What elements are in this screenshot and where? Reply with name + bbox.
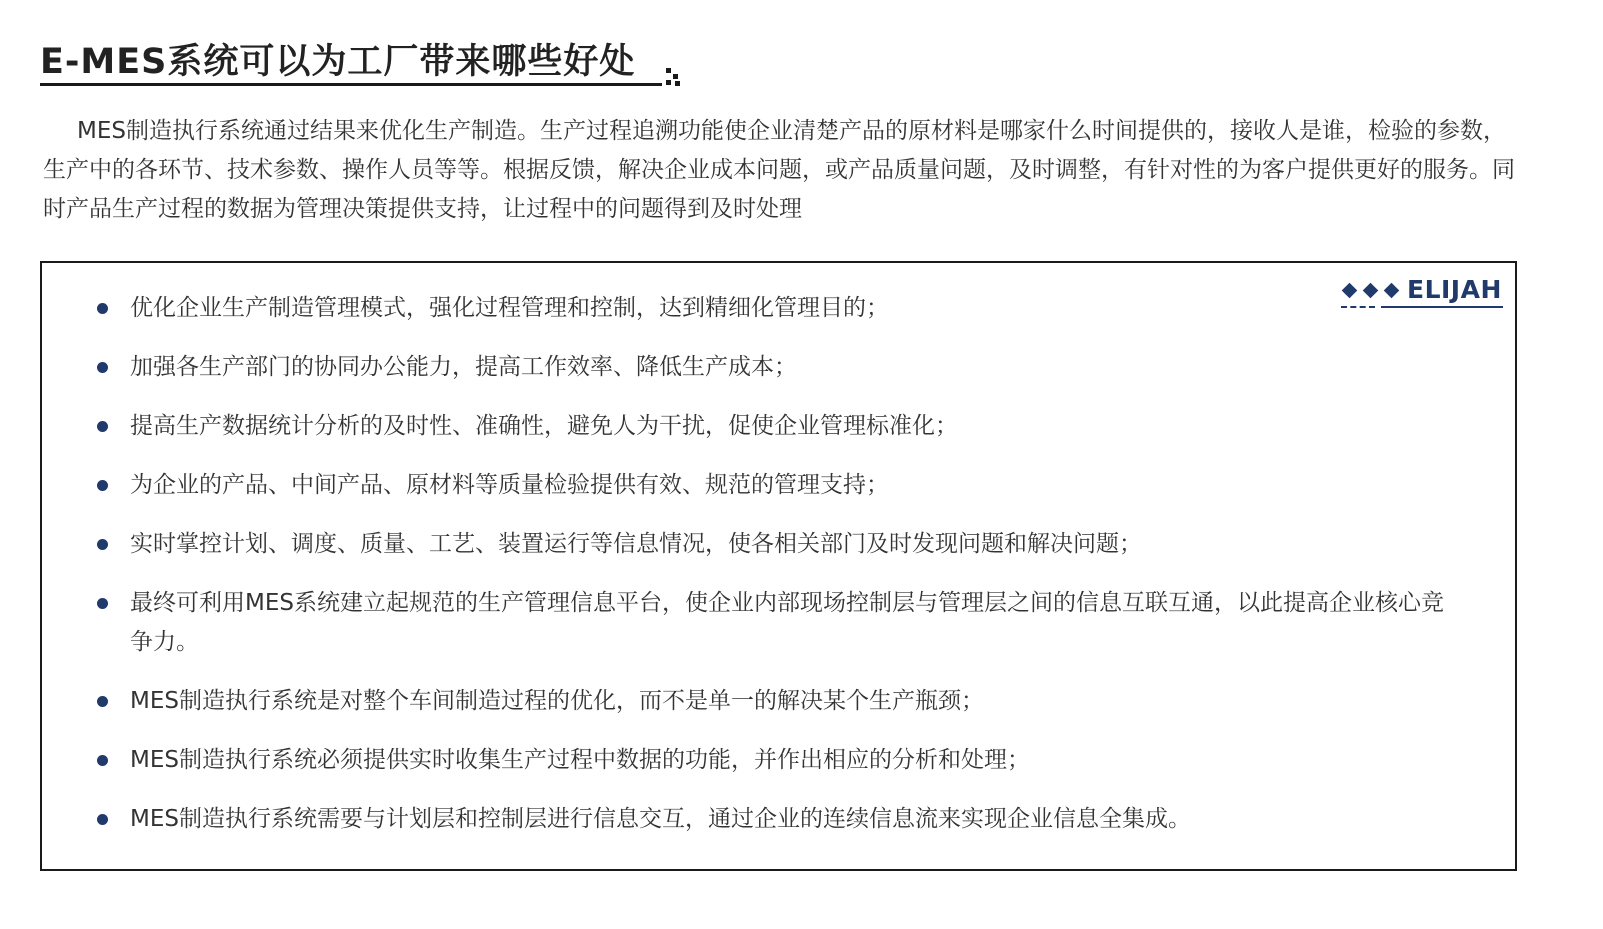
list-item bbox=[97, 466, 1457, 505]
list-item bbox=[97, 289, 1457, 328]
benefits-list bbox=[97, 289, 1457, 859]
list-item-text: 为企业的产品、中间产品、原材料等质量检验提供有效、规范的管理支持； bbox=[130, 472, 889, 498]
list-item bbox=[97, 348, 1457, 387]
list-item-text: 实时掌控计划、调度、质量、工艺、装置运行等信息情况，使各相关部门及时发现问题和解决问题； bbox=[130, 531, 1142, 557]
bullet-dot-icon bbox=[97, 755, 108, 766]
bullet-dot-icon bbox=[97, 696, 108, 707]
list-item bbox=[97, 741, 1457, 780]
title-underline bbox=[40, 83, 662, 86]
list-item bbox=[97, 584, 1457, 662]
bullet-dot-icon bbox=[97, 362, 108, 373]
bullet-dot-icon bbox=[97, 480, 108, 491]
list-item bbox=[97, 407, 1457, 446]
title-dots-icon bbox=[666, 68, 684, 86]
list-item-text: 提高生产数据统计分析的及时性、准确性，避免人为干扰，促使企业管理标准化； bbox=[130, 413, 958, 439]
list-item-text: MES制造执行系统必须提供实时收集生产过程中数据的功能，并作出相应的分析和处理； bbox=[130, 747, 1030, 773]
list-item-text: 最终可利用MES系统建立起规范的生产管理信息平台，使企业内部现场控制层与管理层之间的信息互联互通，以此提高企业核心竞争力。 bbox=[130, 590, 1444, 655]
title-section bbox=[40, 26, 680, 88]
list-item bbox=[97, 800, 1457, 839]
logo-text: ELIJAH bbox=[1407, 275, 1502, 304]
benefits-panel bbox=[40, 261, 1517, 871]
list-item-text: MES制造执行系统是对整个车间制造过程的优化，而不是单一的解决某个生产瓶颈； bbox=[130, 688, 984, 714]
list-item bbox=[97, 682, 1457, 721]
list-item-text: MES制造执行系统需要与计划层和控制层进行信息交互，通过企业的连续信息流来实现企业信息全集成。 bbox=[130, 806, 1191, 832]
list-item-text: 加强各生产部门的协同办公能力，提高工作效率、降低生产成本； bbox=[130, 354, 797, 380]
bullet-dot-icon bbox=[97, 303, 108, 314]
bullet-dot-icon bbox=[97, 539, 108, 550]
bullet-dot-icon bbox=[97, 598, 108, 609]
bullet-dot-icon bbox=[97, 421, 108, 432]
bullet-dot-icon bbox=[97, 814, 108, 825]
list-item-text: 优化企业生产制造管理模式，强化过程管理和控制，达到精细化管理目的； bbox=[130, 295, 889, 321]
page-title: E-MES系统可以为工厂带来哪些好处 bbox=[40, 42, 636, 82]
list-item bbox=[97, 525, 1457, 564]
intro-paragraph: MES制造执行系统通过结果来优化生产制造。生产过程追溯功能使企业清楚产品的原材料是哪家什么时间提供的，接收人是谁，检验的参数，生产中的各环节、技术参数、操作人员等等。根据反馈，解决企业成本问题，或产品质量问题，及时调整，有针对性的为客户提供更好的服务。同时产品生产过程的数据为管理决策提供支持，让过程中的问题得到及时处理 bbox=[43, 118, 1515, 222]
